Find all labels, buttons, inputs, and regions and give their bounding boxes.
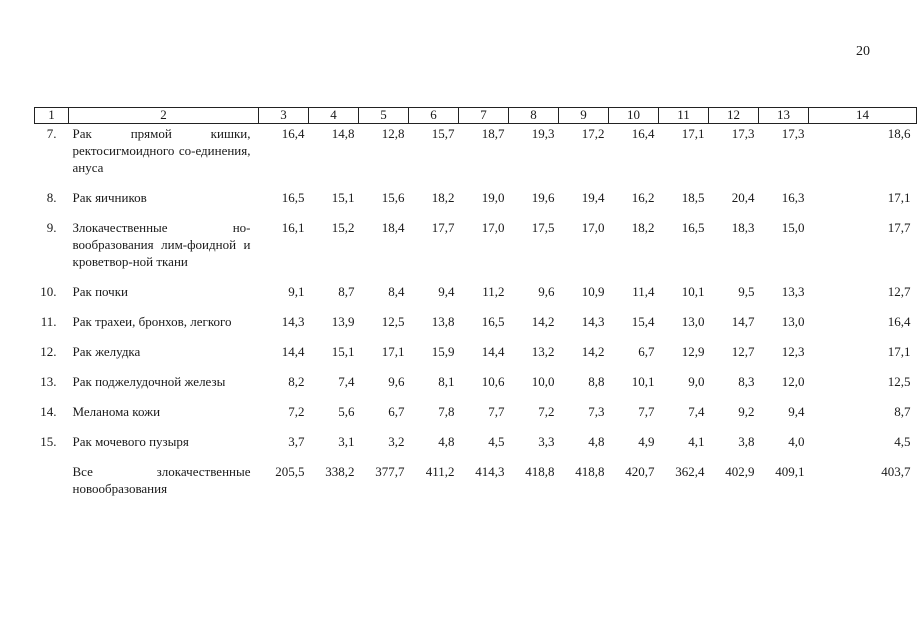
cell-value: 17,0: [581, 220, 605, 235]
row-label: Рак поджелудочной железы: [72, 374, 226, 389]
cell-value: 17,3: [781, 126, 805, 141]
column-header-9: 9: [559, 108, 609, 124]
cell-value: 20,4: [731, 190, 755, 205]
cell-value: 12,7: [731, 344, 755, 359]
cell-value: 15,7: [431, 126, 455, 141]
cell-value: 12,7: [887, 284, 911, 299]
row-label: Все злокачественные новообразования: [72, 464, 251, 496]
cell-value: 15,4: [631, 314, 655, 329]
cell-value: 14,4: [281, 344, 305, 359]
row-number: [35, 463, 69, 510]
statistics-table: [34, 107, 917, 510]
cell-value: 409,1: [775, 464, 805, 479]
column-header-6: 6: [409, 108, 459, 124]
row-label: Злокачественные но-вообразования лим-фоидной и кроветвор-ной ткани: [72, 220, 251, 269]
cell-value: 7,4: [688, 404, 705, 419]
cell-value: 9,0: [688, 374, 705, 389]
cell-value: 14,2: [531, 314, 555, 329]
cell-value: 8,4: [388, 284, 405, 299]
cell-value: 17,7: [887, 220, 911, 235]
cell-value: 9,2: [738, 404, 755, 419]
row-label: Рак желудка: [72, 344, 141, 359]
cell-value: 16,5: [281, 190, 305, 205]
row-number: 8.: [46, 190, 57, 205]
cell-value: 418,8: [575, 464, 605, 479]
cell-value: 411,2: [425, 464, 455, 479]
cell-value: 13,3: [781, 284, 805, 299]
cell-value: 17,1: [381, 344, 405, 359]
cell-value: 19,3: [531, 126, 555, 141]
row-number: 9.: [46, 220, 57, 235]
header-row: [35, 108, 917, 124]
column-header-14: 14: [809, 108, 917, 124]
cell-value: 15,1: [331, 344, 355, 359]
column-header-4: 4: [309, 108, 359, 124]
cell-value: 19,0: [481, 190, 505, 205]
column-header-8: 8: [509, 108, 559, 124]
cell-value: 4,8: [438, 434, 455, 449]
table-row: [35, 313, 917, 343]
cell-value: 7,2: [288, 404, 305, 419]
table-row: [35, 403, 917, 433]
table-header: [35, 108, 917, 124]
cell-value: 10,9: [581, 284, 605, 299]
cell-value: 12,0: [781, 374, 805, 389]
table-row: [35, 373, 917, 403]
column-header-3: 3: [259, 108, 309, 124]
cell-value: 15,9: [431, 344, 455, 359]
cell-value: 19,4: [581, 190, 605, 205]
cell-value: 18,7: [481, 126, 505, 141]
cell-value: 377,7: [375, 464, 405, 479]
cell-value: 4,1: [688, 434, 705, 449]
cell-value: 205,5: [275, 464, 305, 479]
row-number: 15.: [40, 434, 57, 449]
cell-value: 10,6: [481, 374, 505, 389]
cell-value: 6,7: [638, 344, 655, 359]
row-label: Рак трахеи, бронхов, легкого: [72, 314, 232, 329]
column-header-11: 11: [659, 108, 709, 124]
cell-value: 4,5: [488, 434, 505, 449]
row-number: 11.: [40, 314, 57, 329]
cell-value: 14,2: [581, 344, 605, 359]
cell-value: 14,3: [281, 314, 305, 329]
cell-value: 9,1: [288, 284, 305, 299]
cell-value: 8,1: [438, 374, 455, 389]
cell-value: 10,1: [631, 374, 655, 389]
cell-value: 17,7: [431, 220, 455, 235]
cell-value: 12,5: [887, 374, 911, 389]
cell-value: 13,8: [431, 314, 455, 329]
cell-value: 16,4: [887, 314, 911, 329]
column-header-13: 13: [759, 108, 809, 124]
row-label: Рак мочевого пузыря: [72, 434, 189, 449]
row-label: Меланома кожи: [72, 404, 161, 419]
cell-value: 17,1: [887, 190, 911, 205]
cell-value: 15,2: [331, 220, 355, 235]
cell-value: 7,3: [588, 404, 605, 419]
table-row: [35, 433, 917, 463]
cell-value: 4,8: [588, 434, 605, 449]
cell-value: 9,4: [438, 284, 455, 299]
page-number: 20: [856, 44, 870, 59]
cell-value: 7,4: [338, 374, 355, 389]
cell-value: 15,1: [331, 190, 355, 205]
row-number: 13.: [40, 374, 57, 389]
cell-value: 3,7: [288, 434, 305, 449]
cell-value: 12,3: [781, 344, 805, 359]
cell-value: 10,0: [531, 374, 555, 389]
table-row: [35, 343, 917, 373]
cell-value: 4,5: [894, 434, 911, 449]
cell-value: 8,2: [288, 374, 305, 389]
cell-value: 14,8: [331, 126, 355, 141]
cell-value: 8,7: [894, 404, 911, 419]
cell-value: 15,0: [781, 220, 805, 235]
cell-value: 9,4: [788, 404, 805, 419]
cell-value: 9,6: [388, 374, 405, 389]
row-label: Рак яичников: [72, 190, 147, 205]
cell-value: 7,8: [438, 404, 455, 419]
cell-value: 13,0: [681, 314, 705, 329]
cell-value: 8,3: [738, 374, 755, 389]
column-header-5: 5: [359, 108, 409, 124]
cell-value: 3,2: [388, 434, 405, 449]
cell-value: 17,2: [581, 126, 605, 141]
cell-value: 17,1: [887, 344, 911, 359]
table-row: [35, 463, 917, 510]
cell-value: 15,6: [381, 190, 405, 205]
cell-value: 17,5: [531, 220, 555, 235]
cell-value: 402,9: [725, 464, 755, 479]
cell-value: 5,6: [338, 404, 355, 419]
table-row: [35, 283, 917, 313]
cell-value: 13,2: [531, 344, 555, 359]
table-row: [35, 124, 917, 190]
cell-value: 4,9: [638, 434, 655, 449]
row-label: Рак почки: [72, 284, 128, 299]
cell-value: 12,8: [381, 126, 405, 141]
cell-value: 19,6: [531, 190, 555, 205]
cell-value: 18,6: [887, 126, 911, 141]
cell-value: 14,3: [581, 314, 605, 329]
cell-value: 4,0: [788, 434, 805, 449]
column-header-1: 1: [35, 108, 69, 124]
row-label: Рак прямой кишки, ректосигмоидного со-единения, ануса: [72, 126, 251, 175]
cell-value: 16,2: [631, 190, 655, 205]
cell-value: 418,8: [525, 464, 555, 479]
cell-value: 18,2: [431, 190, 455, 205]
cell-value: 14,7: [731, 314, 755, 329]
cell-value: 7,7: [488, 404, 505, 419]
cell-value: 16,5: [481, 314, 505, 329]
cell-value: 18,4: [381, 220, 405, 235]
cell-value: 16,3: [781, 190, 805, 205]
cell-value: 18,5: [681, 190, 705, 205]
cell-value: 13,9: [331, 314, 355, 329]
row-number: 10.: [40, 284, 57, 299]
cell-value: 17,3: [731, 126, 755, 141]
cell-value: 7,7: [638, 404, 655, 419]
cell-value: 414,3: [475, 464, 505, 479]
table-row: [35, 189, 917, 219]
cell-value: 17,1: [681, 126, 705, 141]
cell-value: 16,4: [281, 126, 305, 141]
row-number: 12.: [40, 344, 57, 359]
cell-value: 403,7: [881, 464, 911, 479]
column-header-7: 7: [459, 108, 509, 124]
cell-value: 338,2: [325, 464, 355, 479]
column-header-12: 12: [709, 108, 759, 124]
cell-value: 10,1: [681, 284, 705, 299]
row-number: 7.: [46, 126, 57, 141]
cell-value: 12,5: [381, 314, 405, 329]
cell-value: 8,7: [338, 284, 355, 299]
cell-value: 6,7: [388, 404, 405, 419]
cell-value: 11,4: [632, 284, 655, 299]
cell-value: 17,0: [481, 220, 505, 235]
cell-value: 420,7: [625, 464, 655, 479]
cell-value: 7,2: [538, 404, 555, 419]
table-row: [35, 219, 917, 283]
cell-value: 16,4: [631, 126, 655, 141]
column-header-10: 10: [609, 108, 659, 124]
cell-value: 13,0: [781, 314, 805, 329]
cell-value: 9,6: [538, 284, 555, 299]
column-header-2: 2: [69, 108, 259, 124]
cell-value: 362,4: [675, 464, 705, 479]
row-number: 14.: [40, 404, 57, 419]
cell-value: 3,8: [738, 434, 755, 449]
cell-value: 9,5: [738, 284, 755, 299]
cell-value: 11,2: [482, 284, 505, 299]
cell-value: 16,1: [281, 220, 305, 235]
cell-value: 3,3: [538, 434, 555, 449]
cell-value: 18,3: [731, 220, 755, 235]
cell-value: 8,8: [588, 374, 605, 389]
cell-value: 18,2: [631, 220, 655, 235]
table-body: [35, 124, 917, 511]
cell-value: 12,9: [681, 344, 705, 359]
cell-value: 16,5: [681, 220, 705, 235]
cell-value: 14,4: [481, 344, 505, 359]
cell-value: 3,1: [338, 434, 355, 449]
